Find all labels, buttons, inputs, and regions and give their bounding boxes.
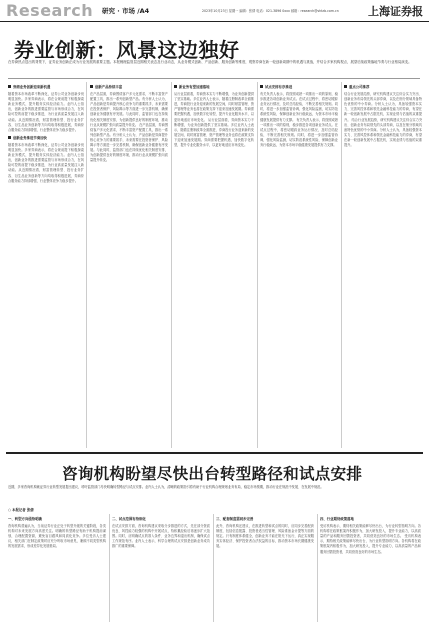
square-bullet-icon <box>8 85 11 88</box>
body-text: 随着资本市场改革不断深化，证券公司业务创新步伐明显加快。多家券商表示，将在合规前提下积极探索新业务模式，提升服务实体经济能力。业内人士指出，创新业务的推进需要监管与市场形成合力，在风险可控的前提下稳步推进，为行业高质量发展注入新动能。从近期情况看，财富管理转型、投行业务扩容、衍生品业务创新等方向均取得积极进展，券商综合服务能力持续增强，行业整体竞争力稳步提升。 <box>8 142 84 183</box>
square-bullet-icon <box>344 85 347 88</box>
subheading <box>344 85 422 90</box>
subheading <box>112 517 210 522</box>
subheading-text: 创新业务推进节奏加快 <box>13 135 47 140</box>
story1-column-4 <box>260 82 338 448</box>
story2-column-2 <box>112 514 210 622</box>
section-label: 研究 · 市场 /A4 <box>102 7 150 15</box>
body-text: 结合行业发展趋势，研究机构建议关注综合实力突出、创新业务布局领先的头部券商，以及在细分领域具备特色优势的中小券商。分析人士认为，具备较强资本实力、完善风控体系和领先金融科技能力的券商，有望在新一轮创新发展中占据先机，实现业绩与估值的双重提升。 <box>344 92 422 122</box>
column-divider <box>86 82 87 448</box>
byline: ○ 本报记者 张倩 <box>8 508 34 512</box>
subheading-text: 重点公司推荐 <box>349 85 370 89</box>
subheading <box>216 517 314 522</box>
subheading <box>174 85 254 90</box>
subheading-text: 四、行业期待政策落地 <box>320 517 354 521</box>
story1-column-1 <box>8 82 84 448</box>
column-divider <box>109 514 110 622</box>
story1-headline: 券业创新：风景这边独好 <box>14 38 240 62</box>
subheading <box>90 85 168 90</box>
story1-column-3 <box>174 82 254 448</box>
body-text: 从行业层面看，券商资本实力不断增强，为业务创新提供了坚实基础。多位业内人士表示，随着注册制改革全面推进，券商投行业务迎来新的发展空间，同时财富管理、资产管理等业务也将在政策支持下迎来加速发展期。券商需要把握机遇，加快数字化转型，提升专业化服务水平，以更好地适应市场变化。 <box>174 92 254 122</box>
square-bullet-icon <box>174 85 177 88</box>
issue-meta: 2023年10月23日 星期一 编辑：张倩 电话：021-3896 0xxx 邮箱：research@shtzb.com.cn <box>202 9 339 13</box>
masthead <box>0 0 429 22</box>
story2-column-1 <box>8 514 106 622</box>
subheading-text: 试点安排有序推进 <box>265 85 293 89</box>
body-text: 从行业层面看，券商资本实力不断增强，为业务创新提供了坚实基础。多位业内人士表示，随着注册制改革全面推进，券商投行业务迎来新的发展空间，同时财富管理、资产管理等业务也将在政策支持下迎来加速发展期。券商需要把握机遇，加快数字化转型，提升专业化服务水平，以更好地适应市场变化。 <box>174 117 254 148</box>
subheading-text: 券商业务创新迎来新机遇 <box>13 85 51 89</box>
brand-logo: Research <box>6 1 94 20</box>
body-text: 受访机构表示，期待相关政策能够尽快出台，为行业转型指明方向。各机构将在政策框架内积极作为，加大研发投入，提升专业能力，以高质量的产品和服务回馈投资者，共同营造良好的市场生态。 <box>320 534 421 554</box>
subheading-text: 新业务有望加速落地 <box>179 85 210 89</box>
body-text: 在产品层面，券商围绕客户多元化需求，不断丰富资产配置工具，推出一系列创新型产品。有分析人士认为，产品创新是券商提升核心竞争力的重要抓手，未来需要在投资者保护、风险揭示等方面进一步完善机制，确保创新业务健康有序发展。与此同时，监管部门也在持续优化相关制度安排，为创新提供良好的制度环境，推动行业从规模扩张向质量提升转变。 <box>90 92 168 127</box>
square-bullet-icon <box>90 85 93 88</box>
subheading-text: 三、配套制度需同步完善 <box>216 517 254 521</box>
story2-column-4 <box>320 514 421 622</box>
subheading <box>8 85 84 90</box>
story1-lead-rule <box>8 78 420 79</box>
newspaper-name: 上海证券报 <box>368 5 423 18</box>
column-divider <box>317 514 318 622</box>
subheading <box>260 85 338 90</box>
body-text: 受访机构表示，期待相关政策能够尽快出台，为行业转型指明方向。各机构将在政策框架内积极作为，加大研发投入，提升专业能力，以高质量的产品和服务回馈投资者，共同营造良好的市场生态。 <box>320 524 421 539</box>
story1-column-5 <box>344 82 422 448</box>
subheading <box>320 517 421 522</box>
subheading-text: 一、转型方向亟待明确 <box>8 517 42 521</box>
column-divider <box>257 82 258 448</box>
story2-column-3 <box>216 514 314 622</box>
story2-lead: 近期，多家咨询机构就证券行业转型发展提出建议，呼吁监管部门尽快明确转型路径与试点安排。业内人士认为，清晰的政策指引将有助于行业机构合理规划业务布局，稳定市场预期，推动行业在规范中发展、在发展中规范。 <box>8 485 324 489</box>
subheading-text: 创新产品持续丰富 <box>95 85 123 89</box>
body-text: 有关负责人表示，将按照成熟一项推出一项的原则，稳步推进各项创新业务试点。在试点过程中，将密切跟踪业务运行情况，及时总结经验，不断完善相关规则。同时，将进一步加强监管协调，强化风险监测，切实防范系统性风险，保障创新业务行稳致远，为资本市场平稳健康发展提供有力支撑。 <box>260 92 338 122</box>
column-divider <box>213 514 214 622</box>
story2-headline: 咨询机构盼望尽快出台转型路径和试点安排 <box>62 464 363 483</box>
story-divider <box>6 452 423 454</box>
body-text: 随着资本市场改革不断深化，证券公司业务创新步伐明显加快。多家券商表示，将在合规前提下积极探索新业务模式，提升服务实体经济能力。业内人士指出，创新业务的推进需要监管与市场形成合力，在风险可控的前提下稳步推进，为行业高质量发展注入新动能。从近期情况看，财富管理转型、投行业务扩容、衍生品业务创新等方向均取得积极进展，券商综合服务能力持续增强，行业整体竞争力稳步提升。 <box>8 92 84 132</box>
subheading <box>8 136 84 141</box>
column-divider <box>341 82 342 448</box>
body-text: 有关负责人表示，将按照成熟一项推出一项的原则，稳步推进各项创新业务试点。在试点过程中，将密切跟踪业务运行情况，及时总结经验，不断完善相关规则。同时，将进一步加强监管协调，强化风险监测，切实防范系统性风险，保障创新业务行稳致远，为资本市场平稳健康发展提供有力支撑。 <box>260 117 338 148</box>
square-bullet-icon <box>260 85 263 88</box>
subheading-text: 二、试点范围有待细化 <box>112 517 146 521</box>
body-text: 在试点安排方面，咨询机构建议采取分步推进的方式，先在部分资质优良、风控能力较强的机构中开展试点，待积累经验后再逐步扩大范围。同时，应明确试点的准入条件、业务边界和退出机制，确保试点工作规范有序。业内人士表示，科学合理的试点安排是创新业务成功推广的重要保障。 <box>112 524 210 549</box>
column-divider <box>171 82 172 448</box>
story1-lead: 在券商热点迭出的背景下，证券业务创新正成为行业发展的重要主题。本报梳理监管层近期相关表态及行业动态，从业务模式创新、产品创新、服务创新等维度，观察券商在新一轮创新周期中的机遇与挑战，并结合多家机构观点，展望后续政策落地节奏与行业格局演变。 <box>8 60 412 64</box>
story1-column-2 <box>90 82 168 448</box>
body-text: 咨询机构普遍认为，当前证券行业正处于转型升级的关键阶段，各类机构对未来发展方向高度关注。明确的转型路径有助于机构提前谋划，合理配置资源，避免盲目跟风和同质化竞争。多位受访人士建议，相关部门在制定政策时应充分听取市场意见，兼顾不同类型机构的发展需求，形成差异化发展格局。 <box>8 524 106 549</box>
body-text: 结合行业发展趋势，研究机构建议关注综合实力突出、创新业务布局领先的头部券商，以及在细分领域具备特色优势的中小券商。分析人士认为，具备较强资本实力、完善风控体系和领先金融科技能力的券商，有望在新一轮创新发展中占据先机，实现业绩与估值的双重提升。 <box>344 117 422 148</box>
square-bullet-icon <box>8 136 11 139</box>
subheading <box>8 517 106 522</box>
body-text: 在产品层面，券商围绕客户多元化需求，不断丰富资产配置工具，推出一系列创新型产品。有分析人士认为，产品创新是券商提升核心竞争力的重要抓手，未来需要在投资者保护、风险揭示等方面进一步完善机制，确保创新业务健康有序发展。与此同时，监管部门也在持续优化相关制度安排，为创新提供良好的制度环境，推动行业从规模扩张向质量提升转变。 <box>90 122 168 163</box>
body-text: 此外，咨询机构还建议，在推进转型和试点的同时，应同步完善配套制度，包括信息披露、投资者适当性管理、风险准备金计提等方面的规定。只有制度体系健全，创新业务才能在阳光下运行，真正实现服务实体经济、保护投资者合法权益的目标，推动资本市场长期健康发展。 <box>216 524 314 549</box>
